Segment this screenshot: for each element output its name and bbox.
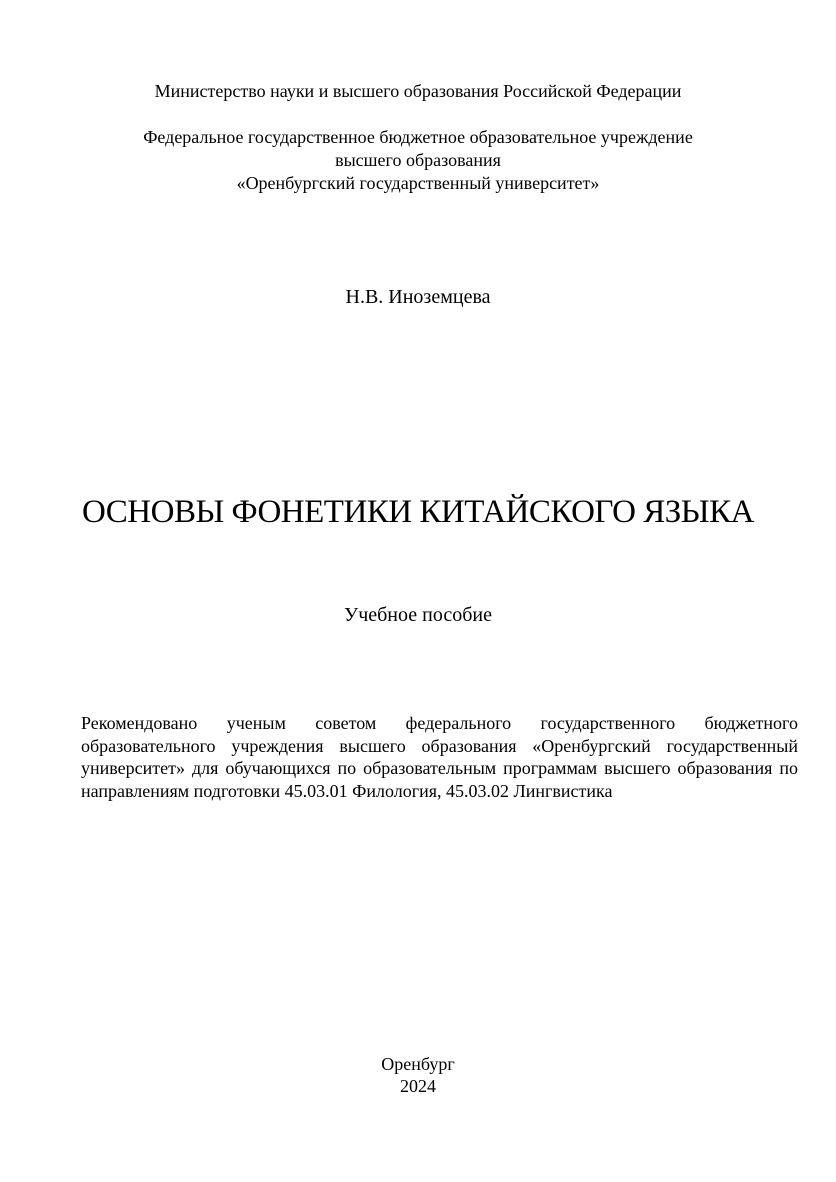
institution-line-1: Федеральное государственное бюджетное образовательное учреждение <box>143 127 693 147</box>
institution-block <box>0 126 836 195</box>
publication-year: 2024 <box>400 1076 436 1096</box>
publication-info <box>0 1053 836 1097</box>
document-title: ОСНОВЫ ФОНЕТИКИ КИТАЙСКОГО ЯЗЫКА <box>82 494 754 530</box>
institution-line-3: «Оренбургский государственный университет» <box>236 173 600 193</box>
document-subtitle: Учебное пособие <box>344 604 492 626</box>
recommendation-paragraph: Рекомендовано ученым советом федерального государственного бюджетного образовательного учреждения высшего образования «Оренбургский государственный университет» для обучающихся по образовательным программам высшего образования по направлениям подготовки 45.03.01 Филология, 45.03.02 Лингвистика <box>81 713 798 801</box>
ministry-name: Министерство науки и высшего образования Российской Федерации <box>154 81 682 101</box>
author-name: Н.В. Иноземцева <box>345 286 491 308</box>
publication-city: Оренбург <box>381 1054 455 1074</box>
institution-line-2: высшего образования <box>335 150 501 170</box>
